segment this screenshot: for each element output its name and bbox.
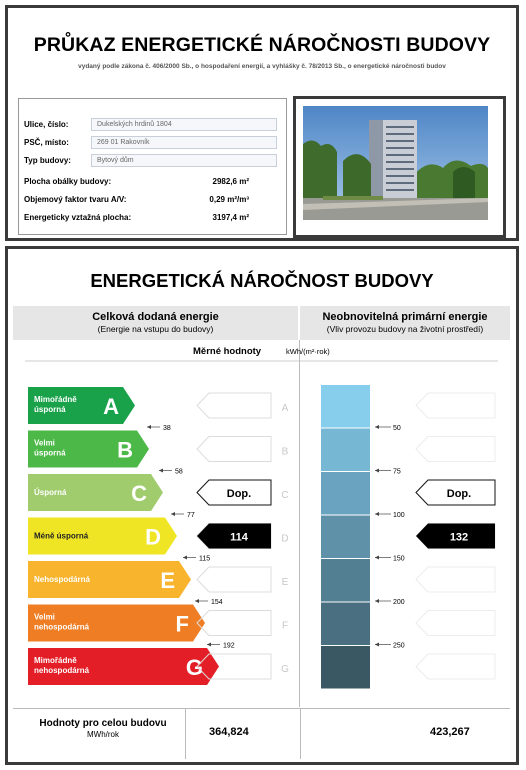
street-field: Dukelských hrdinů 1804	[91, 118, 277, 131]
delivered-total: 364,824	[209, 726, 249, 738]
class-label-line2: úsporná	[34, 448, 66, 458]
primary-scale-block	[321, 516, 370, 559]
primary-threshold: 100	[393, 512, 405, 519]
delivered-threshold: 38	[163, 425, 171, 432]
type-field: Bytový dům	[91, 154, 277, 167]
class-label-line1: Mimořádně	[34, 395, 77, 404]
class-label-line2: nehospodárná	[34, 666, 90, 675]
reference-slot-letter: C	[281, 490, 289, 501]
delivered-threshold: 192	[223, 642, 235, 650]
primary-scale-block	[321, 385, 370, 428]
energy-panel	[5, 246, 519, 765]
energy-title: ENERGETICKÁ NÁROČNOST BUDOVY	[90, 270, 434, 291]
class-label-line2: úsporná	[34, 405, 66, 414]
primary-scale-block	[321, 603, 370, 646]
class-letter: D	[145, 524, 161, 550]
class-label-line1: Velmi	[34, 612, 55, 622]
class-label-line1: Velmi	[34, 438, 55, 448]
totals-label: Hodnoty pro celou budovu	[39, 718, 167, 729]
delivered-reference-label: Dop.	[226, 488, 252, 500]
primary-threshold: 50	[393, 425, 401, 432]
primary-threshold: 150	[393, 555, 405, 563]
primary-threshold: 75	[393, 468, 401, 476]
shape-factor-label: Objemový faktor tvaru A/V:	[24, 195, 127, 204]
class-label: Nehospodárná	[34, 575, 91, 584]
delivered-energy-title: Celková dodaná energie	[92, 311, 219, 323]
energy-scale-svg	[13, 340, 510, 707]
page-title: PRŮKAZ ENERGETICKÉ NÁROČNOSTI BUDOVY	[33, 34, 491, 56]
class-label-line1: Mimořádně	[34, 656, 77, 665]
shape-factor-value: 0,29 m²/m³	[209, 195, 249, 204]
primary-scale-block	[321, 472, 370, 515]
street-label: Ulice, číslo:	[24, 120, 69, 129]
primary-threshold: 250	[393, 642, 405, 650]
primary-energy-subtitle: (Vliv provozu budovy na životní prostředí)	[326, 324, 484, 334]
page-subtitle: vydaný podle zákona č. 406/2000 Sb., o hospodaření energií, a vyhlášky č. 78/2013 Sb., o energetické náročnosti budov	[78, 63, 446, 70]
class-label: Úsporná	[34, 488, 67, 497]
type-label: Typ budovy:	[24, 156, 71, 165]
primary-threshold: 200	[393, 599, 405, 606]
class-letter: F	[175, 611, 189, 637]
floor-area-label: Energeticky vztažná plocha:	[24, 213, 132, 222]
class-letter: E	[160, 568, 175, 593]
reference-slot-letter: A	[281, 403, 289, 414]
zip-label: PSČ, místo:	[24, 138, 69, 147]
delivered-threshold: 58	[175, 468, 183, 476]
envelope-label: Plocha obálky budovy:	[24, 177, 112, 186]
zip-field: 269 01 Rakovník	[91, 136, 277, 149]
delivered-threshold: 115	[199, 555, 211, 563]
totals-row	[13, 708, 510, 758]
primary-energy-header	[300, 306, 510, 340]
floor-area-value: 3197,4 m²	[212, 213, 249, 222]
totals-label-block	[23, 718, 183, 739]
delivered-threshold: 77	[187, 512, 195, 519]
reference-slot-letter: G	[281, 664, 289, 675]
primary-scale-block	[321, 646, 370, 689]
primary-scale-block	[321, 559, 370, 602]
unit-label: kWh/(m²·rok)	[286, 347, 330, 356]
building-photo-frame	[293, 96, 506, 238]
primary-scale-block	[321, 429, 370, 472]
class-letter: C	[131, 481, 147, 506]
summary-panel	[5, 5, 519, 241]
reference-slot-letter: D	[281, 533, 289, 545]
reference-slot-letter: F	[281, 620, 289, 632]
primary-value-label: 132	[449, 531, 469, 544]
delivered-threshold: 154	[211, 599, 223, 606]
building-info	[18, 98, 287, 235]
delivered-value-label: 114	[230, 531, 248, 544]
divider	[185, 709, 186, 759]
primary-total: 423,267	[430, 726, 470, 738]
energy-scale-chart	[13, 340, 510, 707]
specific-values-label: Měrné hodnoty	[193, 346, 262, 357]
class-letter: B	[117, 437, 133, 463]
primary-reference-label: Dop.	[446, 488, 472, 500]
class-letter: A	[103, 394, 119, 419]
building-photo	[303, 106, 496, 228]
primary-energy-title: Neobnovitelná primární energie	[322, 311, 488, 323]
class-letter: G	[185, 655, 203, 680]
delivered-energy-subtitle: (Energie na vstupu do budovy)	[97, 324, 214, 334]
reference-slot-letter: E	[281, 577, 289, 588]
delivered-energy-header	[13, 306, 298, 340]
reference-slot-letter: B	[281, 446, 289, 458]
totals-unit: MWh/rok	[87, 730, 119, 739]
envelope-value: 2982,6 m²	[212, 177, 249, 186]
divider	[300, 709, 301, 759]
class-label: Méně úsporná	[34, 531, 89, 541]
class-label-line2: nehospodárná	[34, 622, 90, 632]
